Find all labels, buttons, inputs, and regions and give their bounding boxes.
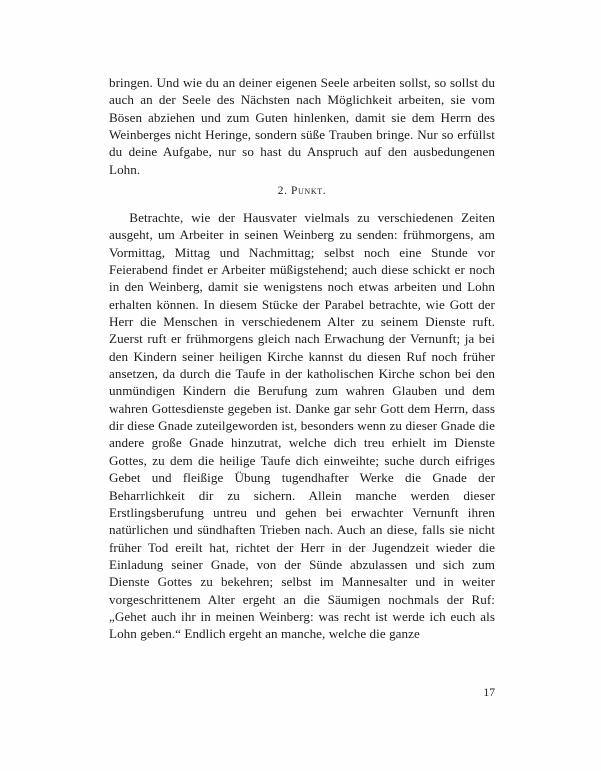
paragraph-two-block: [109, 209, 495, 643]
paragraph-continued: bringen. Und wie du an deiner eigenen Seele arbeiten sollst, so sollst du auch an der Seele des Nächsten nach Möglichkeit arbeiten, sie vom Bösen abziehen und zum Guten hinlenken, damit sie dem Herrn des Weinberges nicht Heringe, sondern süße Trauben bringe. Nur so erfüllst du deine Aufgabe, nur so hast du Anspruch auf den ausbedungenen Lohn.: [109, 75, 495, 177]
paragraph-continued-block: [109, 74, 495, 178]
page-number: 17: [483, 686, 495, 699]
section-heading-punkt-2: 2. Punkt.: [277, 185, 327, 197]
paragraph-two: Betrachte, wie der Hausvater vielmals zu verschiedenen Zeiten ausgeht, um Arbeiter in seinen Weinberg zu senden: frühmorgens, am Vormittag, Mittag und Nachmittag; selbst noch eine Stunde vor Feierabend findet er Arbeiter müßigstehend; auch diese schickt er noch in den Weinberg, damit sie wenigstens noch etwas arbeiten und Lohn erhalten können. In diesem Stücke der Parabel betrachte, wie Gott der Herr die Menschen in verschiedenem Alter zu seinem Dienste ruft. Zuerst ruft er frühmorgens gleich nach Erwachung der Vernunft; ja bei den Kindern seiner heiligen Kirche kannst du diesen Ruf noch früher ansetzen, da durch die Taufe in der katholischen Kirche schon bei den unmündigen Kindern die Berufung zum wahren Glauben und dem wahren Gottesdienste gegeben ist. Danke gar sehr Gott dem Herrn, dass dir diese Gnade zuteilgeworden ist, besonders wenn zu dieser Gnade die andere große Gnade hinzutrat, welche dich treu erhielt im Dienste Gottes, zu dem die heilige Taufe dich einweihte; suche durch eifriges Gebet und fleißige Übung tugendhafter Werke die Gnade der Beharrlichkeit dir zu sichern. Allein manche werden dieser Erstlingsberufung untreu und gehen bei erwachter Vernunft ihren natürlichen und sündhaften Trieben nach. Auch an diese, falls sie nicht früher Tod ereilt hat, richtet der Herr in der Jugendzeit wieder die Einladung seiner Gnade, von der Sünde abzulassen und sich zum Dienste Gottes zu bekehren; selbst im Mannesalter und in weiter vorgeschrittenem Alter ergeht an die Säumigen nochmals der Ruf: „Gehet auch ihr in meinen Weinberg: was recht ist werde ich euch als Lohn geben.“ Endlich ergeht an manche, welche die ganze: [109, 210, 495, 642]
